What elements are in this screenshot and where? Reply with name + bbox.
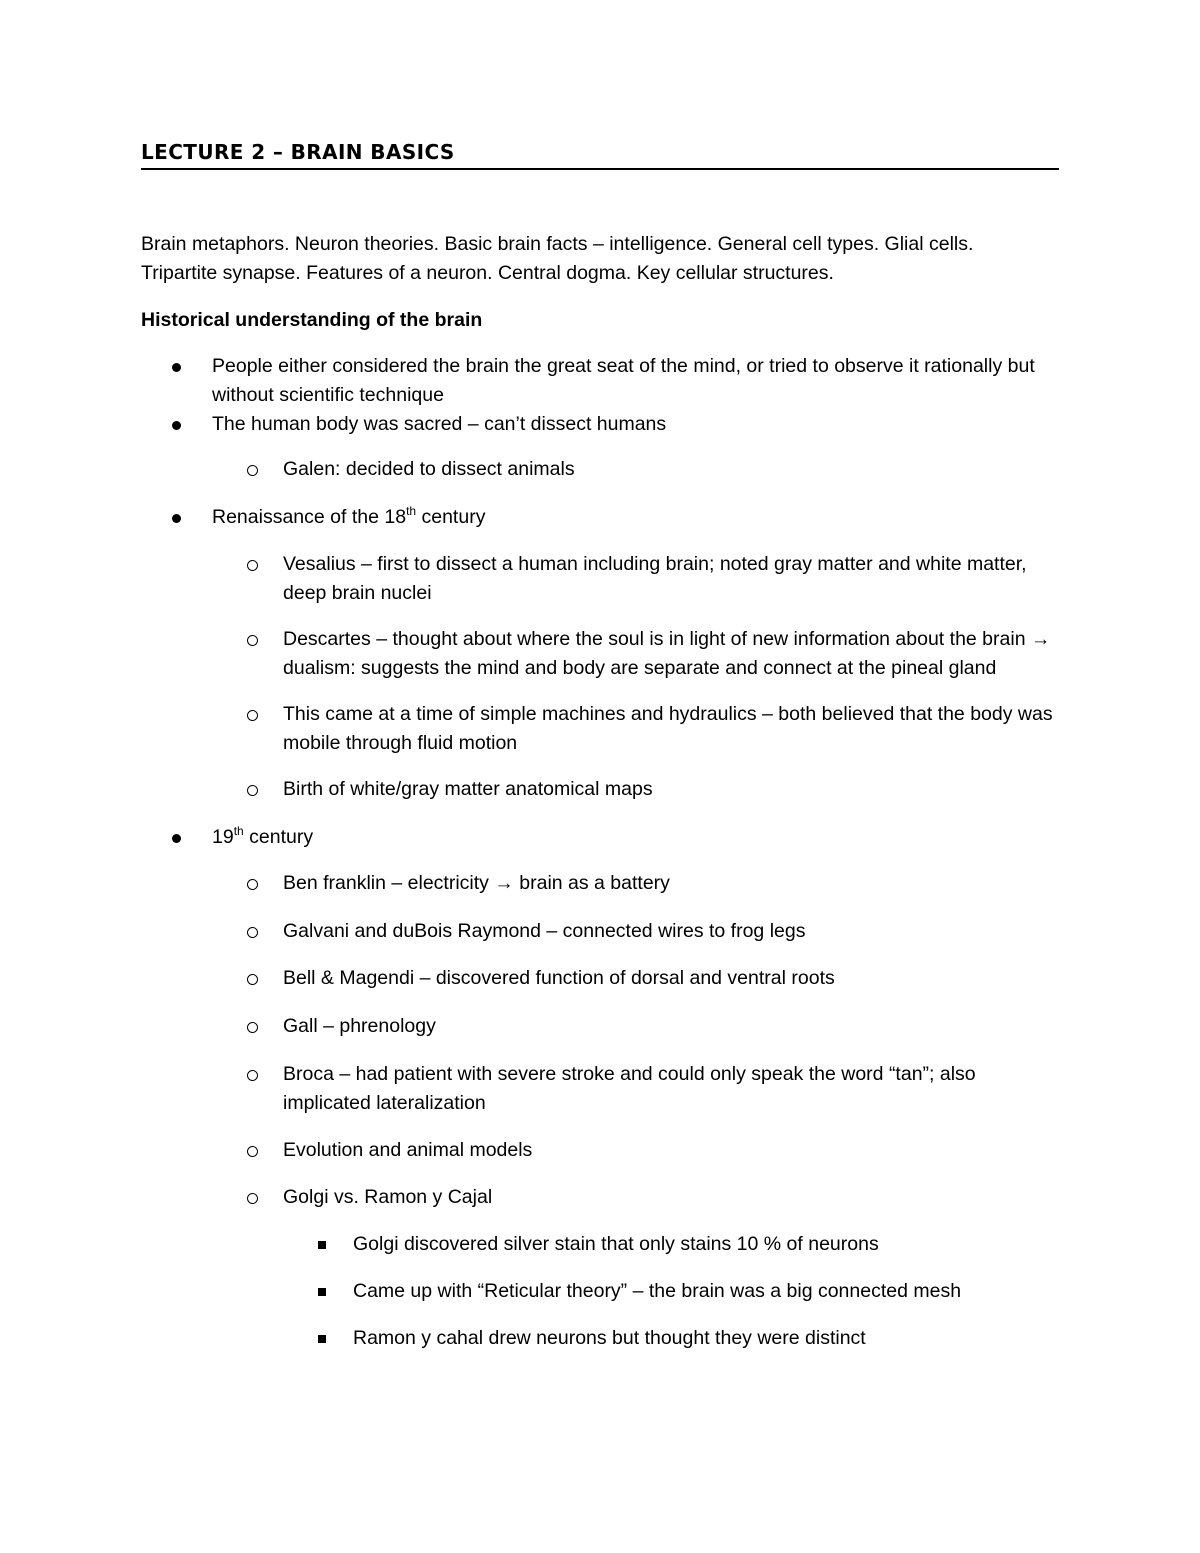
sub-bullet-item xyxy=(141,775,1059,804)
bullet-text: Birth of white/gray matter anatomical maps xyxy=(283,778,653,800)
bullet-disc-icon xyxy=(172,421,181,430)
bullet-square-icon xyxy=(318,1335,326,1343)
bullet-disc-icon xyxy=(172,363,181,372)
bullet-circle-icon xyxy=(247,560,258,571)
bullet-circle-icon xyxy=(247,927,258,938)
bullet-text-part: 19 xyxy=(212,826,234,848)
bullet-text: Came up with “Reticular theory” – the brain was a big connected mesh xyxy=(353,1280,962,1302)
bullet-text: Golgi discovered silver stain that only stains 10 % of neurons xyxy=(353,1233,879,1255)
bullet-text: Galen: decided to dissect animals xyxy=(283,458,575,480)
bullet-text: Ramon y cahal drew neurons but thought they were distinct xyxy=(353,1327,866,1349)
bullet-circle-icon xyxy=(247,785,258,796)
bullet-text: Golgi vs. Ramon y Cajal xyxy=(283,1186,493,1208)
sub-bullet-item xyxy=(141,455,1059,484)
bullet-circle-icon xyxy=(247,1193,258,1204)
bullet-circle-icon xyxy=(247,465,258,476)
bullet-circle-icon xyxy=(247,879,258,890)
bullet-text: Bell & Magendi – discovered function of dorsal and ventral roots xyxy=(283,967,835,989)
section-heading: Historical understanding of the brain xyxy=(141,309,483,331)
superscript: th xyxy=(233,824,244,838)
bullet-text: Ben franklin – electricity → brain as a battery xyxy=(283,872,670,894)
bullet-text-part: Renaissance of the 18 xyxy=(212,506,407,528)
bullet-square-icon xyxy=(318,1288,326,1296)
bullet-text: Evolution and animal models xyxy=(283,1139,533,1161)
bullet-circle-icon xyxy=(247,635,258,646)
bullet-text: Gall – phrenology xyxy=(283,1015,436,1037)
sub-sub-bullet-item xyxy=(141,1324,1059,1353)
bullet-text: Vesalius – first to dissect a human including brain; noted gray matter and white matter, deep brain nuclei xyxy=(283,553,1027,604)
document-title: LECTURE 2 – BRAIN BASICS xyxy=(141,138,1059,170)
bullet-list xyxy=(141,352,1059,1353)
bullet-text xyxy=(212,506,485,528)
bullet-text-part: century xyxy=(243,826,314,848)
bullet-circle-icon xyxy=(247,1070,258,1081)
sub-bullet-item xyxy=(141,869,1059,898)
bullet-circle-icon xyxy=(247,974,258,985)
bullet-text: Broca – had patient with severe stroke and could only speak the word “tan”; also implicated lateralization xyxy=(283,1063,976,1114)
sub-bullet-item xyxy=(141,964,1059,993)
bullet-item xyxy=(141,352,1059,410)
bullet-disc-icon xyxy=(172,834,181,843)
sub-bullet-item xyxy=(141,1060,1059,1118)
bullet-circle-icon xyxy=(247,1022,258,1033)
bullet-square-icon xyxy=(318,1241,326,1249)
intro-line: Brain metaphors. Neuron theories. Basic brain facts – intelligence. General cell types. Glial cells. xyxy=(141,233,974,255)
bullet-text xyxy=(212,826,313,848)
bullet-text-part: century xyxy=(416,506,486,528)
bullet-circle-icon xyxy=(247,1146,258,1157)
bullet-text: The human body was sacred – can’t dissect humans xyxy=(212,413,667,435)
intro-paragraph xyxy=(141,230,1059,288)
sub-bullet-item xyxy=(141,1183,1059,1212)
bullet-disc-icon xyxy=(172,514,181,523)
bullet-text: Descartes – thought about where the soul is in light of new information about the brain → dualism: suggests the mind and body are separate and connect at the pineal gland xyxy=(283,628,1051,679)
sub-bullet-item xyxy=(141,700,1059,758)
sub-bullet-item xyxy=(141,917,1059,946)
document-page xyxy=(141,138,1059,1353)
bullet-text: This came at a time of simple machines and hydraulics – both believed that the body was mobile through fluid motion xyxy=(283,703,1053,754)
sub-sub-bullet-item xyxy=(141,1230,1059,1259)
sub-bullet-item xyxy=(141,1012,1059,1041)
bullet-item xyxy=(141,503,1059,532)
bullet-item xyxy=(141,410,1059,439)
superscript: th xyxy=(406,504,417,518)
bullet-text: People either considered the brain the great seat of the mind, or tried to observe it rationally but without scientific technique xyxy=(212,355,1035,406)
bullet-circle-icon xyxy=(247,710,258,721)
sub-bullet-item xyxy=(141,550,1059,608)
bullet-text: Galvani and duBois Raymond – connected wires to frog legs xyxy=(283,920,806,942)
bullet-item xyxy=(141,823,1059,852)
sub-bullet-item xyxy=(141,625,1059,683)
sub-bullet-item xyxy=(141,1136,1059,1165)
intro-line: Tripartite synapse. Features of a neuron. Central dogma. Key cellular structures. xyxy=(141,262,834,284)
sub-sub-bullet-item xyxy=(141,1277,1059,1306)
